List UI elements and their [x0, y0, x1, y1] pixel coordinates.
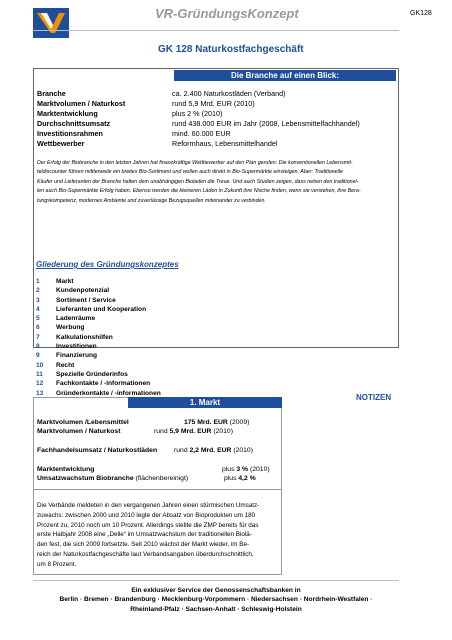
markt-line-value: 175 Mrd. EUR (2009) — [184, 419, 250, 426]
markt-section — [33, 397, 282, 575]
markt-line-value: plus 4,2 % — [224, 475, 256, 482]
footer-line: Ein exklusiver Service der Genossenschaftsbanken in — [131, 587, 301, 594]
markt-line-label: Marktvolumen /Lebensmittel — [37, 419, 129, 426]
markt-line-label: Umsatzwachstum Biobranche (flächenbereinigt) — [37, 475, 189, 482]
notes-label: NOTIZEN — [356, 393, 392, 402]
branche-overview-box: Die Branche auf einen Blick: Branche ca. 2.400 Naturkostläden (Verband) Marktvolumen / Naturkost rund 5,9 Mrd. EUR (2010) Marktentwicklung plus 2 % (2010) Durchschnittsumsatz rund 438.000 EUR im Jahr (2008, Lebensmittelfachhandel) Investitionsrahmen mind. 60.000 EUR Wettbewerber Reformhaus, Lebensmittelhandel Der Erfolg der Biobranche in den letzten Jahren hat finanzkräftige Wettbewerber auf den Plan gerufen: Die konventionellen Lebensmit- teldiscounter führen mittlerweile ein breites Bio-Sortiment und wollen auch direkt in Bio-Supermärkte einsteigen. Aber: Traditionelle Käufer und Lieferanten der Branche halten dem unabhängigen Bioladen die Treue. Und auch Studien zeigen, dass neben den traditionel- len auch Bio-Supermärkte Erfolg haben. Ebenso werden die kleineren Läden in Zukunft ihre Nische finden, wenn sie verstehen, ihre Bera- tungskompetenz, modernes Ambiente und zuverlässige Bezugsquellen miteinander zu verbinden. — [33, 68, 399, 348]
markt-line-label: Fachhandelsumsatz / Naturkostläden — [37, 447, 158, 454]
markt-line-value: plus 3 % (2010) — [222, 466, 270, 473]
markt-line-label: Marktentwicklung — [37, 466, 95, 473]
branche-heading: Die Branche auf einen Blick: — [174, 70, 396, 81]
markt-heading: 1. Markt — [128, 397, 282, 408]
markt-line-value: rund 2,2 Mrd. EUR (2010) — [174, 447, 253, 454]
markt-line-value: rund 5,9 Mrd. EUR (2010) — [154, 428, 233, 435]
markt-divider — [34, 489, 281, 490]
markt-line-label: Marktvolumen / Naturkost — [37, 428, 121, 435]
footer-line: Rheinland-Pfalz · Sachsen-Anhalt · Schleswig-Holstein — [130, 605, 302, 613]
document-title: GK 128 Naturkostfachgeschäft — [158, 44, 304, 55]
footer-line: Berlin · Bremen · Brandenburg · Mecklenburg-Vorpommern · Niedersachsen · Nordrhein-Westfalen · — [59, 596, 373, 604]
footer-divider — [33, 580, 399, 581]
markt-paragraph: Die Verbände meldeten in den vergangenen Jahren einen stürmischen Umsatz- zuwachs: zwischen 2000 und 2010 legte der Absatz von Bioprodukten um 180 Prozent zu, 2010 noch um 10 Prozent. Allerdings stellte die ZMP bereits für das erste Halbjahr 2008 eine „Delle“ im Umsatzwachstum der traditionellen Biolä- den fest, die sich 2009 fortsetzte. Seit 2010 wächst der Markt wieder, im Be- reich der Naturkostfachgeschäfte laut Verbandsangaben überdurchschnittlich, um 8 Prozent. — [37, 502, 260, 568]
header-divider — [33, 30, 399, 31]
brand-title: VR-GründungsKonzept — [155, 6, 299, 21]
branche-intro: Der Erfolg der Biobranche in den letzten Jahren hat finanzkräftige Wettbewerber auf den Plan gerufen: Die konventionellen Lebensmit- teldiscounter führen mittlerweile ein breites Bio-Sortiment und wollen auch direkt in Bio-Supermärkte einsteigen. Aber: Traditionelle Käufer und Lieferanten der Branche halten dem unabhängigen Bioladen die Treue. Und auch Studien zeigen, dass neben den traditionel- len auch Bio-Supermärkte Erfolg haben. Ebenso werden die kleineren Läden in Zukunft ihre Nische finden, wenn sie verstehen, ihre Bera- tungskompetenz, modernes Ambiente und zuverlässige Bezugsquellen miteinander zu verbinden. — [37, 160, 361, 204]
toc-title: Gliederung des Gründungskonzeptes — [36, 260, 179, 269]
document-code: GK128 — [410, 10, 432, 17]
volksbank-logo — [33, 8, 69, 38]
footer — [33, 586, 399, 614]
